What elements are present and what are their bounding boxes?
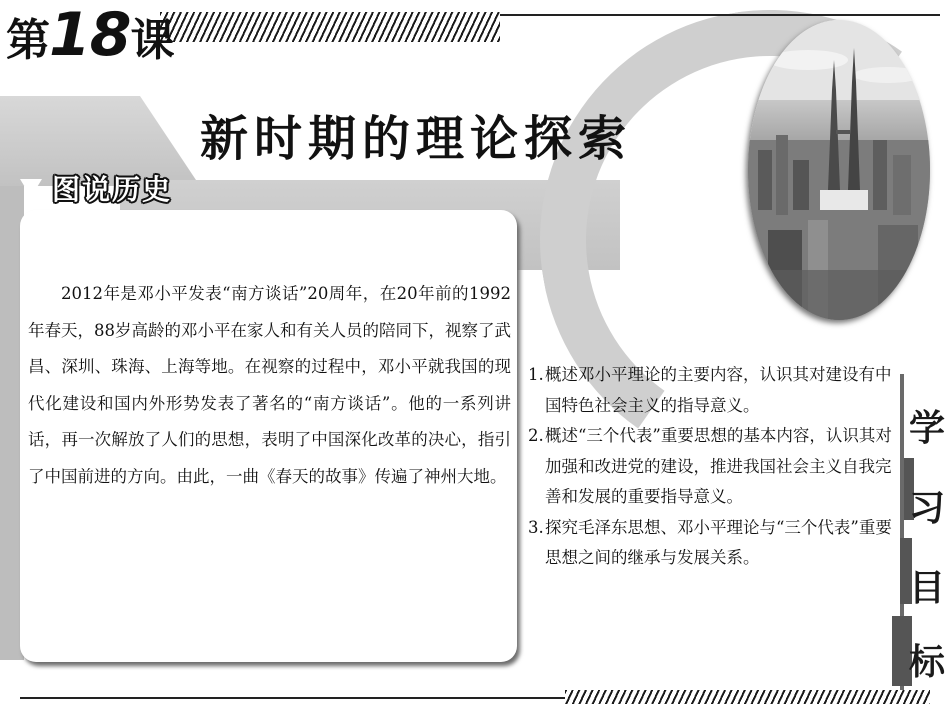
goal-char: 习	[908, 488, 945, 529]
objective-text: 概述邓小平理论的主要内容，认识其对建设有中国特色社会主义的指导意义。	[545, 365, 892, 415]
bottom-hatch-decor	[565, 690, 930, 704]
objective-item	[528, 513, 898, 574]
section-label-text: 图说历史	[52, 173, 173, 206]
top-rule	[500, 14, 940, 16]
page-title: 新时期的理论探索	[200, 111, 633, 167]
lesson-num: 18	[49, 0, 131, 70]
goal-char: 目	[908, 568, 945, 609]
lesson-suffix: 课	[130, 15, 174, 66]
top-hatch-decor	[160, 12, 500, 42]
objective-number: 2.	[528, 426, 544, 445]
skyline-illustration	[748, 20, 930, 320]
goal-char: 学	[908, 408, 945, 449]
lesson-number	[6, 2, 174, 68]
objective-item	[528, 360, 898, 421]
objective-item	[528, 421, 898, 513]
lesson-prefix: 第	[6, 15, 49, 66]
bottom-rule	[20, 697, 565, 699]
objective-text: 探究毛泽东思想、邓小平理论与“三个代表”重要思想之间的继承与发展关系。	[545, 517, 892, 567]
triangle-down-icon	[20, 179, 42, 197]
objective-number: 3.	[528, 517, 544, 537]
story-text: 2012年是邓小平发表“南方谈话”20周年，在20年前的1992年春天，88岁高龄的邓小平在家人和有关人员的陪同下，视察了武昌、深圳、珠海、上海等地。在视察的过程中，邓小平就我国的现代化建设和国内外形势发表了著名的“南方谈话”。他的一系列讲话，再一次解放了人们的思想，表明了中国深化改革的决心，指引了中国前进的方向。由此，一曲《春天的故事》传遍了神州大地。	[28, 284, 511, 486]
story-box	[20, 210, 517, 662]
objective-text: 概述“三个代表”重要思想的基本内容，认识其对加强和改进党的建设，推进我国社会主义自我完善和发展的重要指导意义。	[545, 426, 892, 506]
section-label	[20, 168, 172, 208]
learning-objectives	[528, 360, 898, 574]
city-skyline-photo	[748, 20, 930, 320]
objective-number: 1.	[528, 365, 544, 384]
goal-char: 标	[908, 642, 945, 683]
